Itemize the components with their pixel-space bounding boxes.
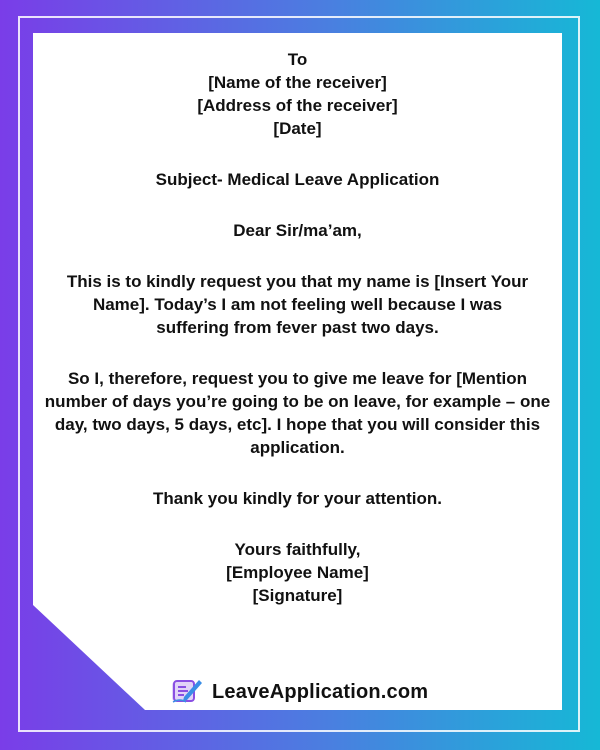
letter-salutation: Dear Sir/ma’am,: [233, 221, 362, 240]
letter-date: [Date]: [273, 119, 322, 138]
receiver-name: [Name of the receiver]: [208, 73, 387, 92]
letter-paragraph-2: So I, therefore, request you to give me leave for [Mention number of days you’re going to be on leave, for example – one day, two days, 5 days, etc]. I hope that you will consider this application.: [44, 369, 551, 457]
brand-footer: [170, 676, 428, 709]
letter-to: To: [287, 50, 308, 69]
letter-thanks: Thank you kindly for your attention.: [152, 489, 443, 508]
receiver-address: [Address of the receiver]: [197, 96, 398, 115]
letter-subject: Subject- Medical Leave Application: [155, 170, 440, 189]
letter-closing: Yours faithfully,: [234, 540, 361, 559]
document-pen-icon: [170, 676, 204, 709]
letter-signature: [Signature]: [252, 586, 343, 605]
employee-name: [Employee Name]: [226, 563, 369, 582]
letter-body: [33, 48, 562, 607]
brand-name: LeaveApplication.com: [212, 681, 429, 703]
letter-paragraph-1: This is to kindly request you that my name is [Insert Your Name]. Today’s I am not feeling well because I was suffering from fever past two days.: [66, 272, 529, 337]
